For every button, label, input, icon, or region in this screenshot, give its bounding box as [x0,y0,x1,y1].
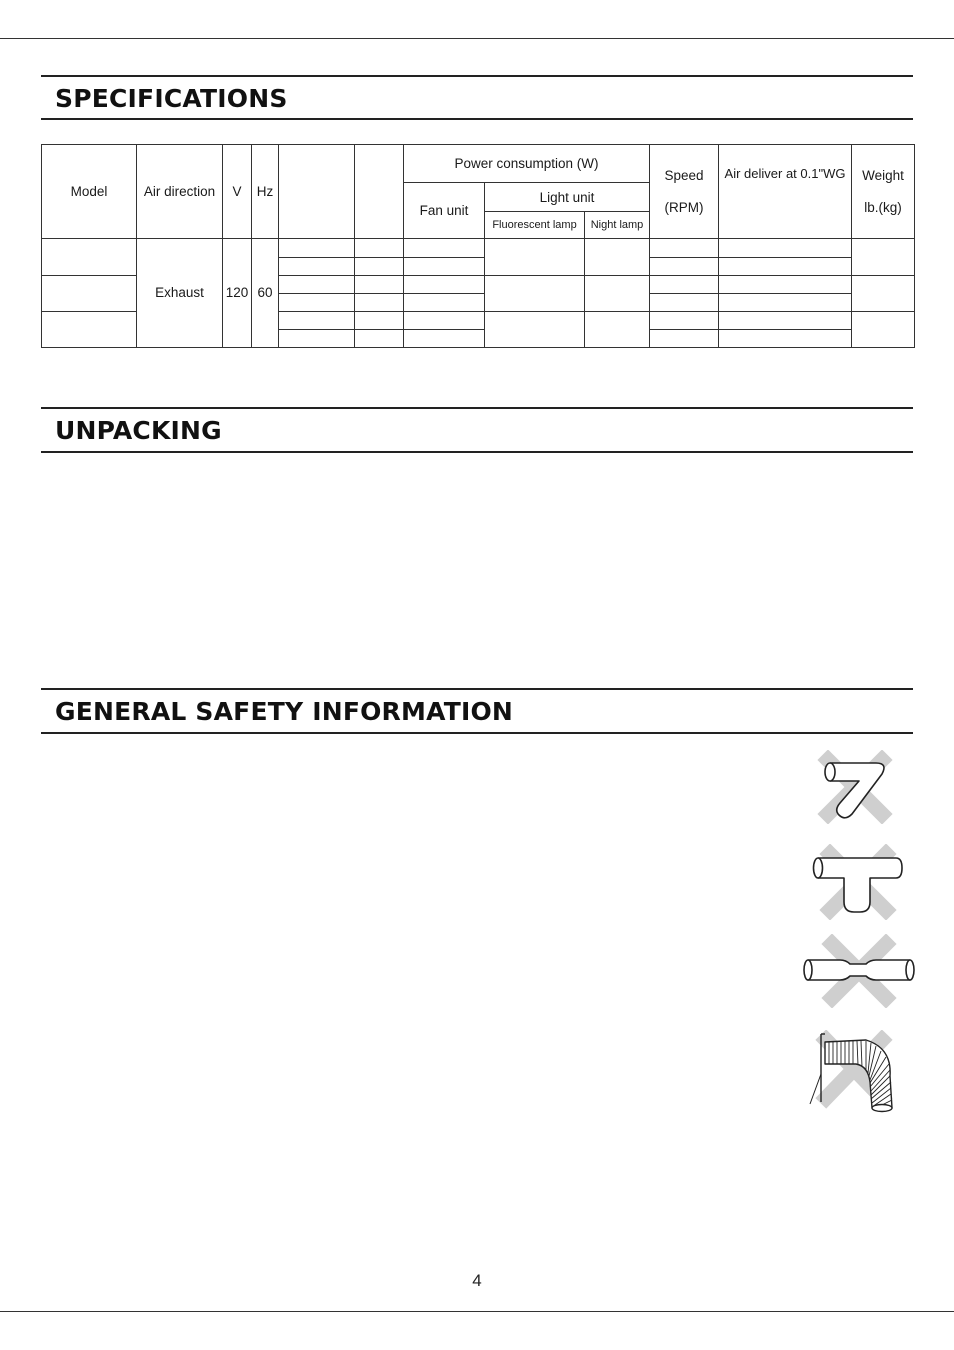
table-cell [719,239,852,257]
unpacking-title: UNPACKING [55,416,222,445]
header-weight [852,145,915,239]
table-cell [719,275,852,293]
model-cell-2 [42,275,137,311]
table-cell [279,275,355,293]
safety-heading [41,688,913,734]
weight-cell-2 [852,275,915,311]
table-cell [279,311,355,329]
table-cell [719,311,852,329]
header-weight-label: Weight [862,167,904,183]
duct-elbow-bend-prohibited-icon [812,750,896,824]
header-voltage: V [223,145,252,239]
table-cell [719,329,852,347]
header-frequency: Hz [252,145,279,239]
specifications-table [41,144,915,348]
night-lamp-cell-2 [585,275,650,311]
table-cell [719,293,852,311]
fluorescent-cell-2 [485,275,585,311]
table-cell [355,329,404,347]
table-cell [404,257,485,275]
header-weight-unit: lb.(kg) [864,200,902,216]
night-lamp-cell-3 [585,311,650,347]
header-air-deliver-label: Air deliver at 0.1"WG [724,166,846,181]
table-cell [404,329,485,347]
model-cell-3 [42,311,137,347]
table-row [42,239,915,257]
header-fluorescent-lamp: Fluorescent lamp [485,212,585,239]
table-cell [355,293,404,311]
table-cell [279,329,355,347]
header-air-direction: Air direction [137,145,223,239]
flex-duct-sag-prohibited-icon [806,1030,898,1114]
fluorescent-cell-3 [485,311,585,347]
table-cell [650,329,719,347]
header-speed [650,145,719,239]
table-cell [279,257,355,275]
table-cell [355,257,404,275]
safety-title: GENERAL SAFETY INFORMATION [55,697,514,726]
page-number: 4 [472,1271,482,1290]
header-night-lamp: Night lamp [585,212,650,239]
table-cell [650,275,719,293]
table-cell [279,293,355,311]
top-page-rule [0,38,954,39]
table-cell [355,275,404,293]
weight-cell-1 [852,239,915,275]
header-model: Model [42,145,137,239]
header-blank-2 [355,145,404,239]
duct-pinched-prohibited-icon [800,934,918,1008]
header-blank-1 [279,145,355,239]
bottom-page-rule [0,1311,954,1312]
table-cell [650,257,719,275]
specifications-title: SPECIFICATIONS [55,84,288,113]
unpacking-heading [41,407,913,453]
header-air-deliver [719,145,852,239]
air-direction-value: Exhaust [137,239,223,348]
specifications-heading [41,75,913,120]
header-speed-unit: (RPM) [664,200,704,216]
table-cell [279,239,355,257]
table-cell [650,239,719,257]
table-cell [650,293,719,311]
header-light-unit: Light unit [485,183,650,212]
voltage-value: 120 [223,239,252,348]
duct-u-bend-prohibited-icon [808,844,908,920]
table-cell [404,293,485,311]
table-cell [404,239,485,257]
table-cell [719,257,852,275]
table-cell [650,311,719,329]
header-power-consumption: Power consumption (W) [404,145,650,183]
table-cell [404,311,485,329]
header-fan-unit: Fan unit [404,183,485,239]
table-cell [404,275,485,293]
table-cell [355,239,404,257]
fluorescent-cell-1 [485,239,585,275]
model-cell-1 [42,239,137,275]
header-speed-label: Speed [664,167,704,183]
weight-cell-3 [852,311,915,347]
table-cell [355,311,404,329]
night-lamp-cell-1 [585,239,650,275]
frequency-value: 60 [252,239,279,348]
